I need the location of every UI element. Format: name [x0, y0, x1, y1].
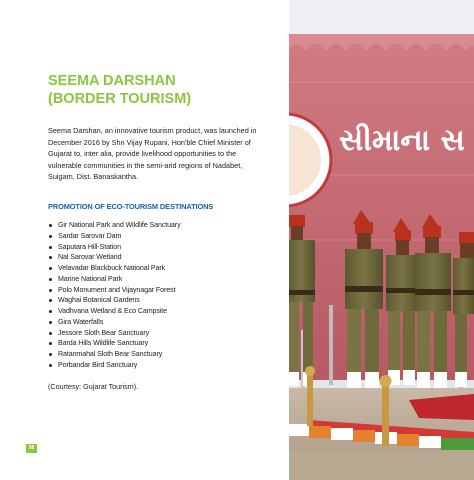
list-item: Gir National Park and Wildlife Sanctuary	[48, 220, 268, 231]
list-item: Nal Sarovar Wetland	[48, 252, 268, 263]
list-item: Vadhvana Wetland & Eco Campsite	[48, 306, 268, 317]
list-item: Ratanmahal Sloth Bear Sanctuary	[48, 349, 268, 360]
list-item: Waghai Botanical Gardens	[48, 295, 268, 306]
border-ceremony-photo	[289, 0, 474, 480]
page-number-badge: 58	[26, 444, 37, 453]
destinations-heading: PROMOTION OF ECO-TOURISM DESTINATIONS	[48, 202, 214, 211]
list-item: Jessore Sloth Bear Sanctuary	[48, 328, 268, 339]
list-item: Polo Monument and Vijaynagar Forest	[48, 285, 268, 296]
intro-paragraph: Seema Darshan, an innovative tourism product, was launched in December 2016 by Shri Vijay Rupani, Hon'ble Chief Minister of Gujarat to, inter alia, provide livelihood opportunities to the vulnerable communities in the semi-arid regions of Nadabet, Suigam, Dist. Banaskantha.	[48, 126, 257, 182]
section-title-line1: SEEMA DARSHAN	[48, 73, 176, 89]
list-item: Saputara Hill-Station	[48, 242, 268, 253]
section-title	[48, 72, 278, 108]
list-item: Barda Hills Wildlife Sanctuary	[48, 338, 268, 349]
foreground-sand	[289, 450, 474, 480]
courtesy-note: (Courtesy: Gujarat Tourism).	[48, 382, 139, 391]
list-item: Porbandar Bird Sanctuary	[48, 360, 268, 371]
destinations-list	[48, 220, 268, 371]
banner-text: સીમાના સ	[339, 123, 465, 158]
list-item: Sardar Sarovar Dam	[48, 231, 268, 242]
list-item: Velavadar Blackbuck National Park	[48, 263, 268, 274]
section-title-line2: (BORDER TOURISM)	[48, 91, 192, 107]
list-item: Gira Waterfalls	[48, 317, 268, 328]
list-item: Marine National Park	[48, 274, 268, 285]
